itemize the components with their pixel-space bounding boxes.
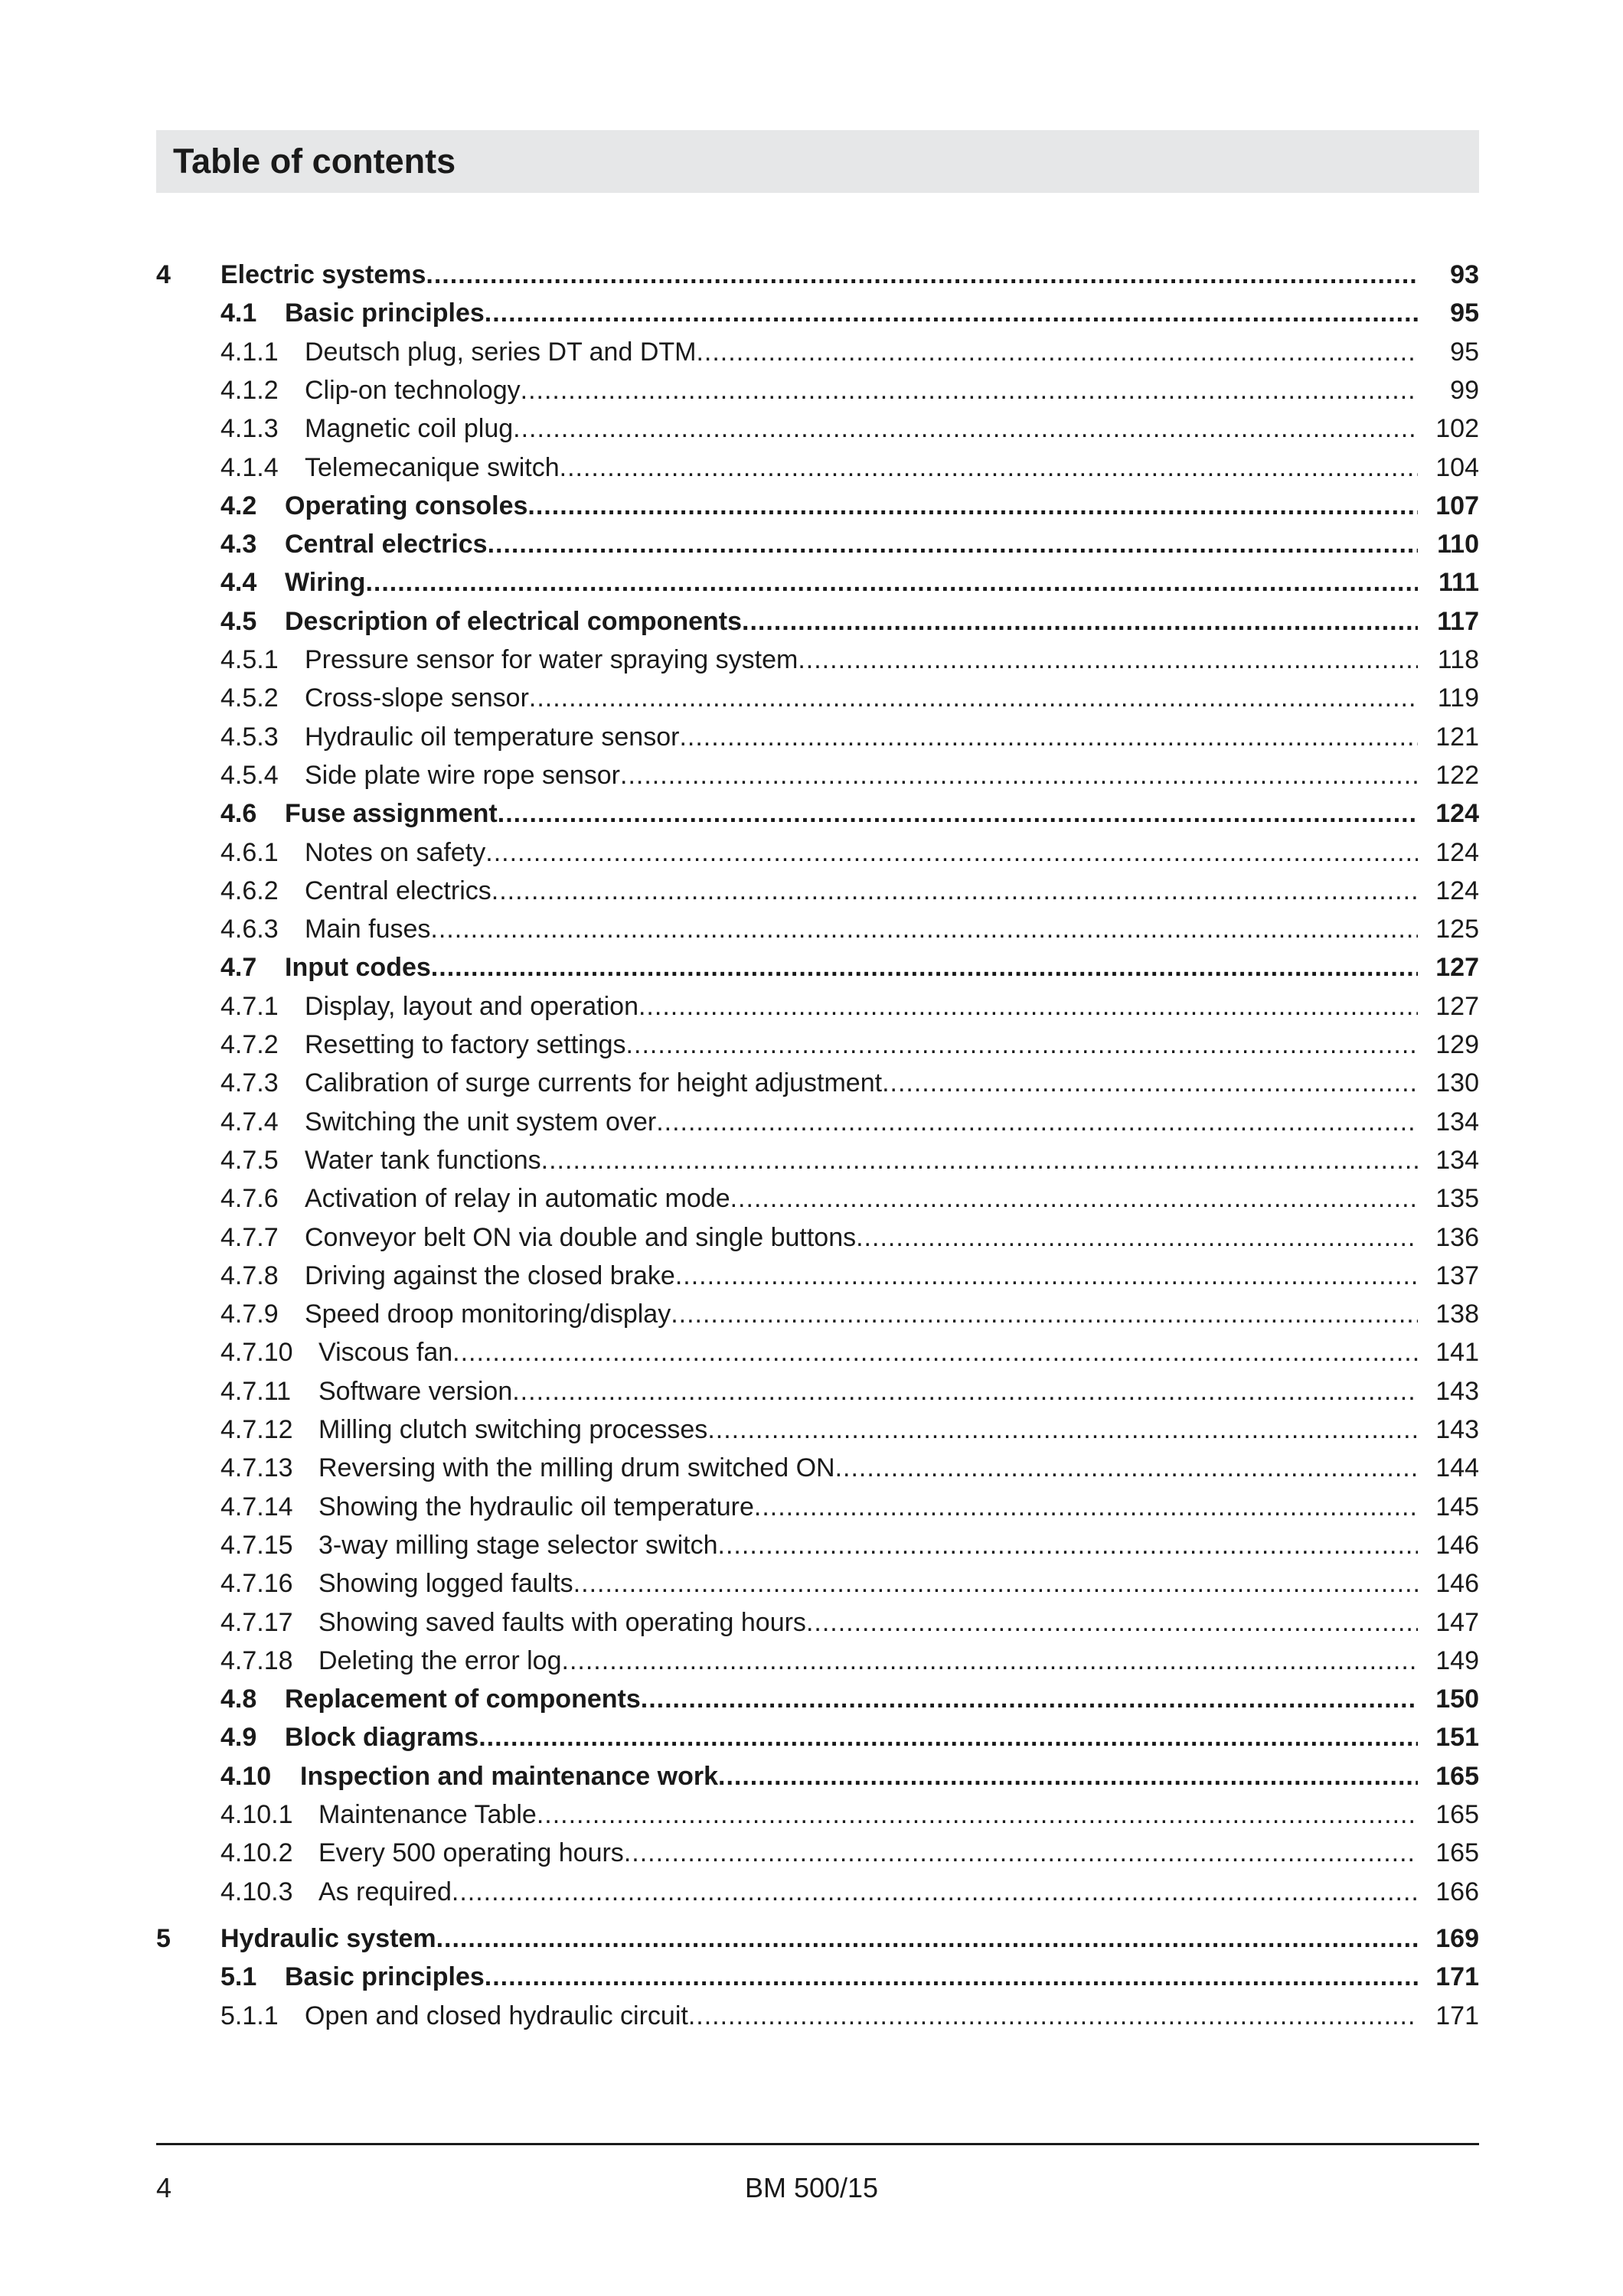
- toc-entry[interactable]: [156, 564, 1479, 602]
- toc-entry[interactable]: [156, 295, 1479, 333]
- toc-page-number: 124: [1435, 799, 1479, 829]
- toc-section-number: 4.7.17: [220, 1607, 293, 1637]
- toc-leader-dots: [485, 298, 1418, 328]
- page-title: Table of contents: [173, 142, 456, 181]
- toc-entry-title: Display, layout and operation: [305, 991, 638, 1021]
- toc-entry[interactable]: [156, 1026, 1479, 1065]
- toc-entry[interactable]: [156, 449, 1479, 488]
- toc-section-number: 4.9: [220, 1723, 257, 1753]
- toc-entry[interactable]: [156, 1527, 1479, 1565]
- toc-section-number: 4.7.5: [220, 1145, 279, 1175]
- toc-entry[interactable]: [156, 1219, 1479, 1257]
- toc-leader-dots: [485, 837, 1418, 868]
- toc-entry[interactable]: [156, 1604, 1479, 1642]
- toc-section-number: 4.4: [220, 568, 257, 598]
- toc-entry[interactable]: [156, 334, 1479, 372]
- toc-section-number: 4.3: [220, 530, 257, 559]
- toc-page-number: 138: [1435, 1300, 1479, 1329]
- toc-entry-title: Conveyor belt ON via double and single buttons: [305, 1222, 857, 1252]
- toc-leader-dots: [620, 760, 1418, 791]
- toc-leader-dots: [452, 1877, 1418, 1907]
- toc-entry[interactable]: [156, 1796, 1479, 1835]
- toc-chapter-number: 5: [156, 1923, 171, 1953]
- toc-entry[interactable]: [156, 1874, 1479, 1912]
- toc-entry[interactable]: [156, 1142, 1479, 1180]
- toc-page-number: 93: [1450, 260, 1479, 289]
- toc-section-number: 4.5.2: [220, 683, 279, 713]
- toc-page-number: 165: [1435, 1800, 1479, 1829]
- toc-section-number: 4.1.2: [220, 375, 279, 405]
- toc-page-number: 165: [1435, 1761, 1479, 1791]
- toc-entry[interactable]: [156, 1411, 1479, 1450]
- toc-entry-title: Basic principles: [285, 1962, 485, 1992]
- toc-leader-dots: [562, 1645, 1418, 1676]
- toc-leader-dots: [436, 1923, 1418, 1954]
- toc-section-number: 4.2: [220, 491, 257, 520]
- toc-entry-title: Milling clutch switching processes: [318, 1415, 708, 1444]
- toc-section-number: 4.7.12: [220, 1415, 293, 1444]
- toc-entry[interactable]: [156, 1958, 1479, 1997]
- toc-section-number: 4.8: [220, 1684, 257, 1714]
- toc-page-number: 121: [1435, 722, 1479, 752]
- toc-page-number: 129: [1435, 1030, 1479, 1059]
- toc-page-number: 171: [1435, 1962, 1479, 1992]
- toc-page-number: 124: [1435, 837, 1479, 867]
- toc-entry[interactable]: [156, 1257, 1479, 1296]
- toc-page-number: 134: [1435, 1145, 1479, 1175]
- title-bar: [156, 130, 1479, 193]
- toc-entry-title: Activation of relay in automatic mode: [305, 1184, 730, 1214]
- toc-entry-title: Central electrics: [285, 530, 488, 559]
- toc-leader-dots: [679, 722, 1418, 752]
- toc-page-number: 137: [1435, 1261, 1479, 1290]
- toc-page-number: 119: [1437, 683, 1479, 713]
- toc-section-number: 4.7.4: [220, 1107, 279, 1137]
- toc-page-number: 125: [1435, 915, 1479, 944]
- footer-divider: [156, 2143, 1479, 2145]
- toc-page-number: 130: [1435, 1068, 1479, 1098]
- toc-section-number: 4.6: [220, 799, 257, 829]
- toc-entry[interactable]: [156, 1296, 1479, 1334]
- toc-entry-title: Showing saved faults with operating hours: [318, 1607, 806, 1637]
- toc-entry[interactable]: [156, 1920, 1479, 1958]
- toc-entry-title: Showing logged faults: [318, 1569, 573, 1599]
- toc-entry[interactable]: [156, 1373, 1479, 1411]
- toc-leader-dots: [485, 1962, 1418, 1992]
- toc-entry-title: Magnetic coil plug: [305, 414, 514, 444]
- toc-entry[interactable]: [156, 949, 1479, 987]
- toc-entry[interactable]: [156, 1065, 1479, 1103]
- toc-page-number: 127: [1435, 991, 1479, 1021]
- toc-page-number: 110: [1437, 530, 1479, 559]
- toc-entry-title: Central electrics: [305, 876, 491, 905]
- toc-leader-dots: [452, 1337, 1418, 1368]
- toc-entry-title: Deleting the error log: [318, 1645, 562, 1675]
- toc-page-number: 143: [1435, 1376, 1479, 1406]
- toc-entry[interactable]: [156, 488, 1479, 526]
- toc-entry-title: Operating consoles: [285, 491, 528, 520]
- footer-page-number: 4: [156, 2172, 172, 2203]
- toc-page-number: 122: [1435, 760, 1479, 790]
- toc-entry-title: Calibration of surge currents for height adjustment: [305, 1068, 883, 1098]
- toc-leader-dots: [527, 491, 1418, 521]
- toc-entry-title: Input codes: [285, 953, 431, 983]
- toc-section-number: 4.7.11: [220, 1376, 292, 1406]
- toc-page-number: 135: [1435, 1184, 1479, 1214]
- toc-section-number: 4.7.1: [220, 991, 279, 1021]
- toc-entry-title: Every 500 operating hours: [318, 1838, 624, 1868]
- toc-leader-dots: [512, 1376, 1418, 1407]
- toc-entry[interactable]: [156, 795, 1479, 833]
- toc-page-number: 171: [1435, 2001, 1479, 2030]
- toc-section-number: 4.7.13: [220, 1453, 293, 1483]
- toc-entry[interactable]: [156, 1835, 1479, 1873]
- toc-entry-title: 3-way milling stage selector switch: [318, 1530, 718, 1560]
- toc-section-number: 4.7.16: [220, 1569, 293, 1599]
- toc-entry[interactable]: [156, 719, 1479, 757]
- toc-leader-dots: [431, 952, 1418, 983]
- toc-section-number: 4.7.6: [220, 1184, 279, 1214]
- toc-entry-title: Showing the hydraulic oil temperature: [318, 1492, 754, 1521]
- toc-entry-title: Inspection and maintenance work: [300, 1761, 719, 1791]
- toc-leader-dots: [882, 1068, 1418, 1098]
- toc-section-number: 4.5.1: [220, 645, 279, 674]
- toc-section-number: 5.1.1: [220, 2001, 279, 2030]
- toc-page-number: 166: [1435, 1877, 1479, 1906]
- toc-page-number: 117: [1437, 606, 1479, 636]
- toc-page-number: 151: [1435, 1723, 1479, 1753]
- toc-leader-dots: [718, 1530, 1418, 1561]
- toc-section-number: 4.7.15: [220, 1530, 293, 1560]
- toc-section-number: 4.7: [220, 953, 257, 983]
- toc-page-number: 134: [1435, 1107, 1479, 1137]
- toc-entry-title: Hydraulic system: [220, 1923, 436, 1953]
- toc-section-number: 4.10.2: [220, 1838, 293, 1868]
- toc-leader-dots: [835, 1453, 1418, 1483]
- toc-leader-dots: [856, 1222, 1418, 1253]
- toc-page-number: 118: [1437, 645, 1479, 674]
- toc-entry-title: Software version: [318, 1376, 513, 1406]
- toc-leader-dots: [626, 1029, 1418, 1060]
- toc-section-number: 4.7.18: [220, 1645, 293, 1675]
- toc-page-number: 104: [1435, 452, 1479, 482]
- toc-leader-dots: [707, 1414, 1418, 1445]
- toc-section-number: 4.7.14: [220, 1492, 293, 1521]
- toc-leader-dots: [498, 798, 1418, 829]
- toc-entry[interactable]: [156, 256, 1479, 295]
- toc-section-number: 4.7.9: [220, 1300, 279, 1329]
- toc-leader-dots: [624, 1838, 1418, 1868]
- toc-entry[interactable]: [156, 680, 1479, 718]
- toc-section-number: 4.7.2: [220, 1030, 279, 1059]
- toc-page-number: 95: [1450, 298, 1479, 328]
- toc-chapter-number: 4: [156, 260, 171, 289]
- toc-leader-dots: [541, 1145, 1418, 1176]
- toc-leader-dots: [521, 375, 1418, 406]
- toc-leader-dots: [675, 1261, 1418, 1291]
- toc-entry-title: Driving against the closed brake: [305, 1261, 675, 1290]
- toc-section-number: 4.7.10: [220, 1338, 293, 1368]
- toc-entry-title: Speed droop monitoring/display: [305, 1300, 671, 1329]
- toc-entry[interactable]: [156, 1642, 1479, 1681]
- toc-entry[interactable]: [156, 1998, 1479, 2036]
- toc-entry-title: Maintenance Table: [318, 1800, 537, 1829]
- toc-page-number: 111: [1438, 568, 1479, 598]
- toc-entry[interactable]: [156, 1104, 1479, 1142]
- toc-entry-title: Water tank functions: [305, 1145, 541, 1175]
- toc-entry-title: Notes on safety: [305, 837, 486, 867]
- toc-page-number: 141: [1435, 1338, 1479, 1368]
- toc-leader-dots: [718, 1761, 1418, 1792]
- toc-leader-dots: [806, 1607, 1418, 1638]
- toc-leader-dots: [426, 259, 1418, 290]
- toc-entry[interactable]: [156, 872, 1479, 911]
- toc-entry[interactable]: [156, 641, 1479, 680]
- toc-page-number: 149: [1435, 1645, 1479, 1675]
- toc-entry[interactable]: [156, 1489, 1479, 1527]
- toc-page-number: 124: [1435, 876, 1479, 905]
- toc-section-number: 4.5.3: [220, 722, 279, 752]
- toc-page-number: 146: [1435, 1569, 1479, 1599]
- toc-page-number: 145: [1435, 1492, 1479, 1521]
- toc-leader-dots: [671, 1299, 1418, 1329]
- toc-section-number: 4.10.1: [220, 1800, 293, 1829]
- footer-document-id: BM 500/15: [744, 2172, 879, 2203]
- toc-entry-title: Pressure sensor for water spraying system: [305, 645, 798, 674]
- toc-leader-dots: [513, 413, 1418, 444]
- toc-entry-title: Viscous fan: [318, 1338, 453, 1368]
- toc-leader-dots: [754, 1492, 1418, 1522]
- toc-page-number: 99: [1450, 375, 1479, 405]
- toc-page-number: 127: [1435, 953, 1479, 983]
- toc-leader-dots: [537, 1799, 1418, 1830]
- toc-leader-dots: [638, 991, 1418, 1022]
- toc-entry[interactable]: [156, 372, 1479, 410]
- toc-entry-title: Replacement of components: [285, 1684, 641, 1714]
- toc-entry[interactable]: [156, 757, 1479, 795]
- toc-entry[interactable]: [156, 1334, 1479, 1372]
- toc-section-number: 4.1.1: [220, 337, 279, 367]
- toc-page-number: 165: [1435, 1838, 1479, 1868]
- toc-section-number: 4.6.2: [220, 876, 279, 905]
- toc-entry-title: Wiring: [285, 568, 366, 598]
- toc-section-number: 4.1: [220, 298, 257, 328]
- toc-section-number: 4.6.1: [220, 837, 279, 867]
- toc-leader-dots: [573, 1568, 1418, 1599]
- toc-entry-title: Side plate wire rope sensor: [305, 760, 621, 790]
- toc-leader-dots: [365, 567, 1418, 598]
- toc-section-number: 4.5.4: [220, 760, 279, 790]
- toc-entry[interactable]: [156, 1758, 1479, 1796]
- toc-entry[interactable]: [156, 1681, 1479, 1719]
- toc-section-number: 4.5: [220, 606, 257, 636]
- toc-page-number: 147: [1435, 1607, 1479, 1637]
- toc-leader-dots: [798, 644, 1418, 675]
- toc-leader-dots: [491, 876, 1418, 906]
- toc-page-number: 144: [1435, 1453, 1479, 1483]
- toc-page-number: 143: [1435, 1415, 1479, 1444]
- toc-entry-title: Cross-slope sensor: [305, 683, 529, 713]
- toc-entry-title: Fuse assignment: [285, 799, 498, 829]
- toc-leader-dots: [529, 683, 1418, 713]
- toc-page-number: 136: [1435, 1222, 1479, 1252]
- toc-leader-dots: [730, 1183, 1418, 1214]
- toc-entry-title: Hydraulic oil temperature sensor: [305, 722, 680, 752]
- toc-entry[interactable]: [156, 410, 1479, 448]
- toc-leader-dots: [560, 452, 1418, 483]
- toc-entry[interactable]: [156, 988, 1479, 1026]
- toc-leader-dots: [488, 529, 1418, 559]
- toc-entry-title: Switching the unit system over: [305, 1107, 657, 1137]
- toc-entry-title: Resetting to factory settings: [305, 1030, 626, 1059]
- toc-entry[interactable]: [156, 1719, 1479, 1757]
- toc-page-number: 169: [1435, 1923, 1479, 1953]
- toc-leader-dots: [656, 1107, 1418, 1137]
- toc-section-number: 4.10.3: [220, 1877, 293, 1906]
- toc-leader-dots: [696, 337, 1418, 367]
- toc-entry[interactable]: [156, 1565, 1479, 1603]
- toc-entry[interactable]: [156, 1450, 1479, 1488]
- toc-entry-title: Electric systems: [220, 260, 426, 289]
- toc-section-number: 4.7.7: [220, 1222, 279, 1252]
- toc-entry-title: Clip-on technology: [305, 375, 521, 405]
- toc-entry[interactable]: [156, 526, 1479, 564]
- toc-entry[interactable]: [156, 1180, 1479, 1218]
- toc-section-number: 4.6.3: [220, 915, 279, 944]
- toc-entry-title: Block diagrams: [285, 1723, 479, 1753]
- toc-leader-dots: [688, 2001, 1418, 2031]
- toc-leader-dots: [478, 1722, 1418, 1753]
- toc-entry-title: Reversing with the milling drum switched ON: [318, 1453, 835, 1483]
- toc-entry[interactable]: [156, 834, 1479, 872]
- toc-section-number: 4.7.3: [220, 1068, 279, 1098]
- toc-page-number: 107: [1435, 491, 1479, 520]
- toc-page-number: 150: [1435, 1684, 1479, 1714]
- toc-section-number: 5.1: [220, 1962, 257, 1992]
- toc-section-number: 4.1.4: [220, 452, 279, 482]
- toc-section-number: 4.10: [220, 1761, 272, 1791]
- toc-section-number: 4.7.8: [220, 1261, 279, 1290]
- toc-entry-title: Main fuses: [305, 915, 431, 944]
- toc-entry[interactable]: [156, 603, 1479, 641]
- toc-entry-title: Description of electrical components: [285, 606, 743, 636]
- toc-leader-dots: [430, 914, 1418, 944]
- toc-entry-title: Basic principles: [285, 298, 485, 328]
- toc-leader-dots: [742, 606, 1418, 637]
- toc-page-number: 95: [1450, 337, 1479, 367]
- toc-leader-dots: [641, 1684, 1418, 1714]
- toc-entry-title: Telemecanique switch: [305, 452, 560, 482]
- toc-entry-title: Deutsch plug, series DT and DTM: [305, 337, 697, 367]
- toc-page-number: 102: [1435, 414, 1479, 444]
- toc-entry[interactable]: [156, 911, 1479, 949]
- toc-section-number: 4.1.3: [220, 414, 279, 444]
- toc-entry-title: Open and closed hydraulic circuit: [305, 2001, 688, 2030]
- toc-page-number: 146: [1435, 1530, 1479, 1560]
- toc-entry-title: As required: [318, 1877, 452, 1906]
